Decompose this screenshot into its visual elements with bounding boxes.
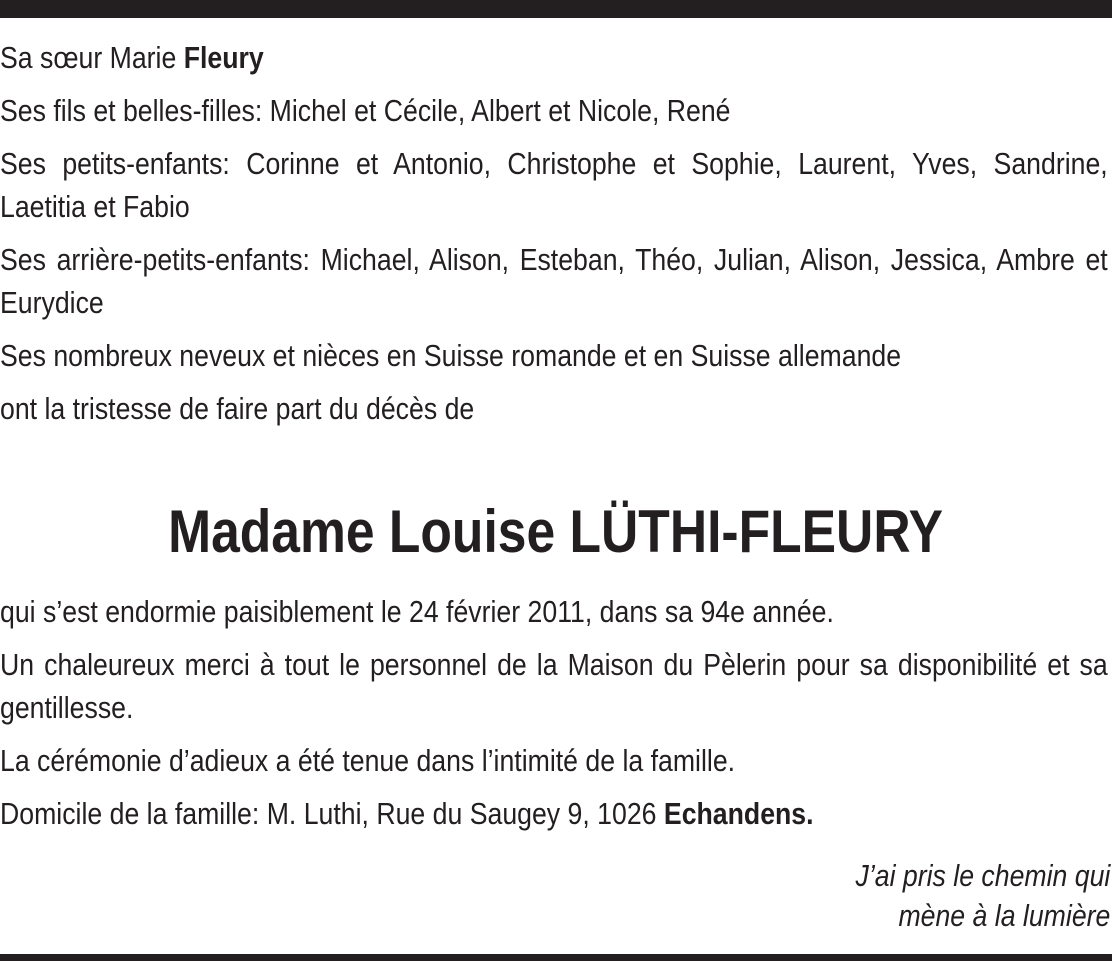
passing-line: qui s’est endormie paisiblement le 24 février 2011, dans sa 94e année. [0,594,834,629]
sister-prefix: Sa sœur Marie [0,40,184,75]
sons-line: Ses fils et belles-filles: Michel et Cécile, Albert et Nicole, René [0,93,731,128]
domicile-prefix: Domicile de la famille: M. Luthi, Rue du Saugey 9, 1026 [0,796,664,831]
great-grandchildren-line: Ses arrière-petits-enfants: Michael, Alison, Esteban, Théo, Julian, Alison, Jessica, Ambre et Eurydice [0,242,1108,320]
sister-surname: Fleury [183,40,264,75]
deceased-name [0,494,1112,570]
bottom-rule [0,954,1112,961]
quote-line-2: mène à la lumière [898,898,1110,933]
obituary-details [0,590,1108,845]
announcement-line: ont la tristesse de faire part du décès de [0,391,475,426]
sister-line [0,36,1108,79]
thanks-line: Un chaleureux merci à tout le personnel de la Maison du Pèlerin pour sa disponibilité et sa gentillesse. [0,647,1108,725]
domicile-line [0,792,1108,835]
closing-quote [814,856,1110,936]
top-rule [0,0,1112,18]
nephews-line: Ses nombreux neveux et nièces en Suisse romande et en Suisse allemande [0,338,902,373]
quote-line-1: J’ai pris le chemin qui [855,858,1110,893]
ceremony-line: La cérémonie d’adieux a été tenue dans l’intimité de la famille. [0,743,736,778]
grandchildren-line: Ses petits-enfants: Corinne et Antonio, Christophe et Sophie, Laurent, Yves, Sandrine, Laetitia et Fabio [0,146,1108,224]
domicile-town: Echandens. [663,796,814,831]
deceased-name-text: Madame Louise LÜTHI-FLEURY [168,498,944,565]
family-list [0,36,1108,440]
